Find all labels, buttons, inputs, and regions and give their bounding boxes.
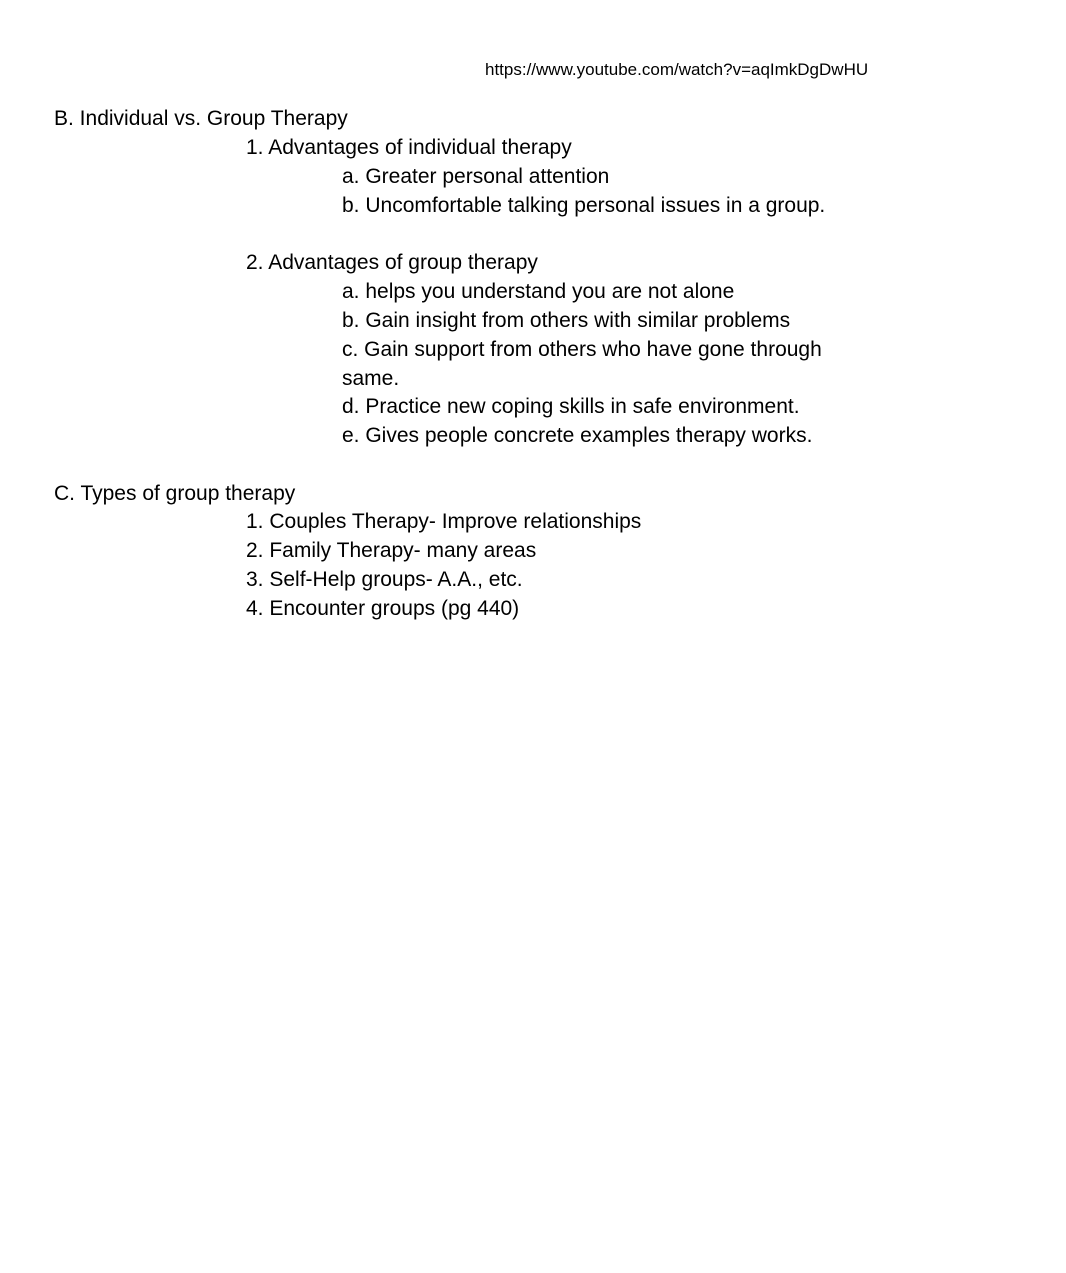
section-b-heading: B. Individual vs. Group Therapy	[54, 107, 348, 130]
source-url: https://www.youtube.com/watch?v=aqImkDgDwHU	[485, 60, 869, 79]
group-therapy-heading: 2. Advantages of group therapy	[246, 251, 538, 274]
group-therapy-item: d. Practice new coping skills in safe environment.	[342, 395, 800, 418]
group-therapy-item: b. Gain insight from others with similar problems	[342, 309, 791, 332]
individual-therapy-item: a. Greater personal attention	[342, 165, 610, 188]
individual-therapy-item: b. Uncomfortable talking personal issues in a group.	[342, 194, 826, 217]
group-therapy-item: e. Gives people concrete examples therapy works.	[342, 424, 813, 447]
group-type-item: 3. Self-Help groups- A.A., etc.	[246, 568, 523, 591]
group-type-item: 2. Family Therapy- many areas	[246, 539, 537, 562]
group-therapy-item: a. helps you understand you are not alone	[342, 280, 735, 303]
group-therapy-item-continuation: same.	[342, 367, 400, 390]
group-type-item: 1. Couples Therapy- Improve relationships	[246, 510, 642, 533]
section-c-heading: C. Types of group therapy	[54, 482, 296, 505]
individual-therapy-heading: 1. Advantages of individual therapy	[246, 136, 572, 159]
group-therapy-item: c. Gain support from others who have gone through	[342, 338, 822, 361]
group-type-item: 4. Encounter groups (pg 440)	[246, 597, 520, 620]
